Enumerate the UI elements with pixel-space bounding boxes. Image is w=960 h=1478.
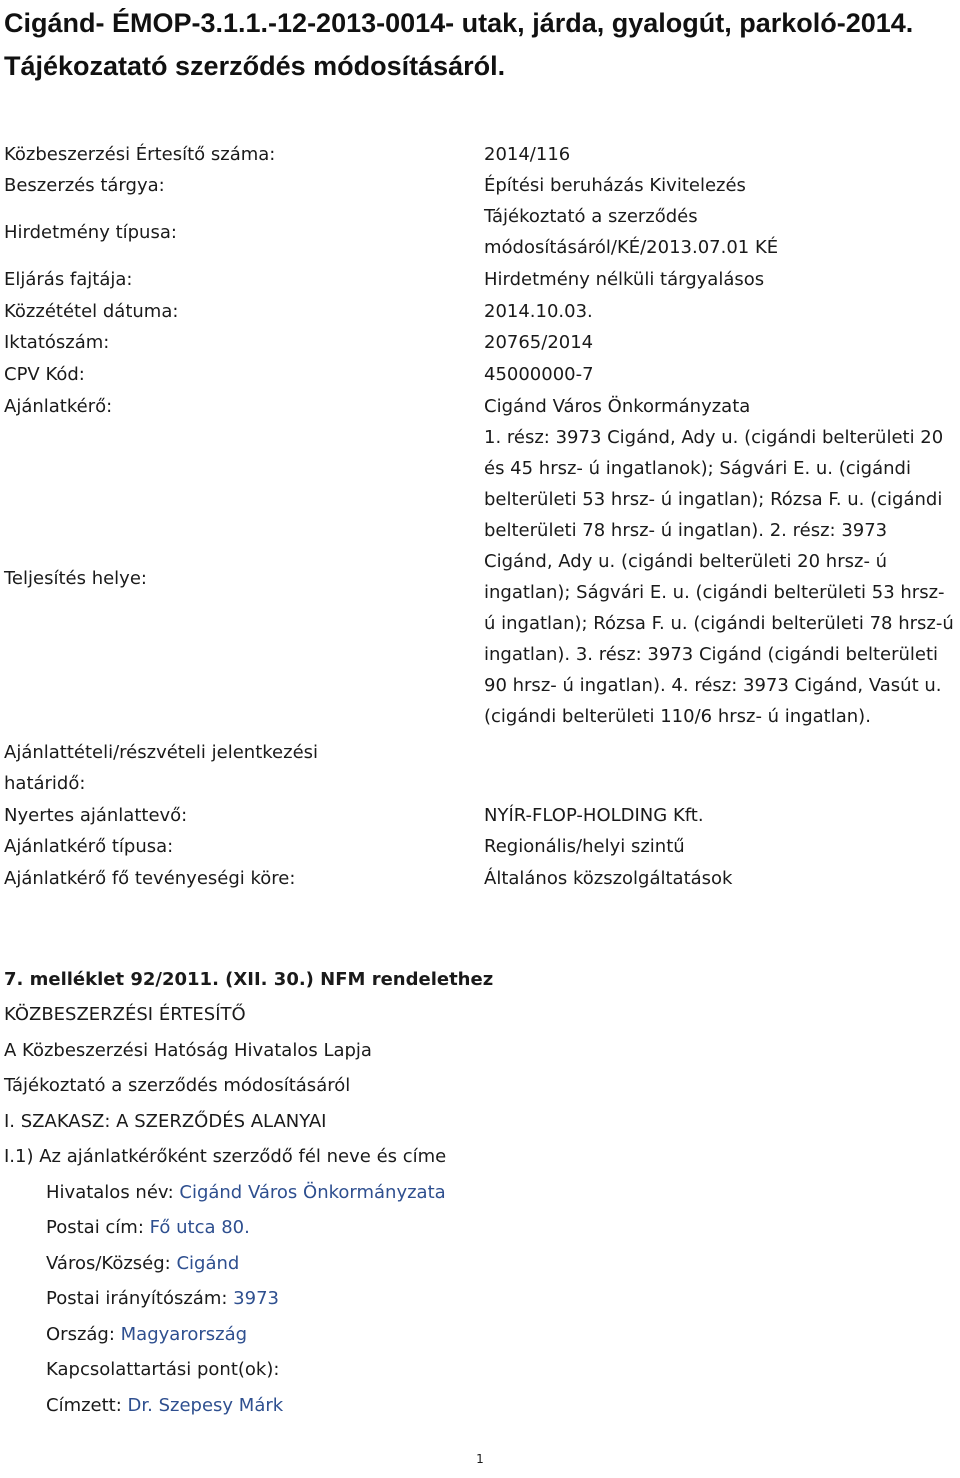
field-value: 2014.10.03. — [484, 301, 593, 322]
contact-row-postal-code — [46, 1281, 279, 1316]
field-label: Teljesítés helye: — [4, 568, 147, 589]
annex-reference: 7. melléklet 92/2011. (XII. 30.) NFM rendelethez — [4, 969, 494, 990]
contact-row-postal-address — [46, 1210, 250, 1245]
field-value: Cigánd Város Önkormányzata — [484, 396, 751, 417]
contact-label: Ország: — [46, 1324, 115, 1345]
page-title: Cigánd- ÉMOP-3.1.1.-12-2013-0014- utak, járda, gyalogút, parkoló-2014. Tájékozatató szerződés módosításáról. — [4, 8, 914, 81]
field-value: Építési beruházás Kivitelezés — [484, 175, 746, 196]
field-value: Általános közszolgáltatások — [484, 868, 733, 889]
contact-row-contact-points — [46, 1352, 279, 1387]
contact-label: Címzett: — [46, 1395, 122, 1416]
field-label: Iktatószám: — [4, 332, 110, 353]
field-label: Nyertes ajánlattevő: — [4, 805, 188, 826]
field-label: Ajánlatkérő fő tevényeségi köre: — [4, 868, 296, 889]
contact-label: Postai cím: — [46, 1217, 144, 1238]
contact-row-addressee — [46, 1388, 283, 1423]
field-label: Ajánlattételi/részvételi jelentkezési határidő: — [4, 742, 319, 794]
contact-value: Dr. Szepesy Márk — [127, 1395, 284, 1416]
field-value: 45000000-7 — [484, 364, 594, 385]
notice-title: Tájékoztató a szerződés módosításáról — [4, 1075, 351, 1096]
section-heading: I. SZAKASZ: A SZERZŐDÉS ALANYAI — [4, 1111, 327, 1132]
field-label: Közbeszerzési Értesítő száma: — [4, 144, 276, 165]
contact-label: Város/Község: — [46, 1253, 171, 1274]
field-value: Regionális/helyi szintű — [484, 836, 685, 857]
contact-value: Cigánd — [176, 1253, 240, 1274]
gazette-subtitle: A Közbeszerzési Hatóság Hivatalos Lapja — [4, 1040, 372, 1061]
subsection-heading: I.1) Az ajánlatkérőként szerződő fél neve és címe — [4, 1146, 447, 1167]
field-value: NYÍR-FLOP-HOLDING Kft. — [484, 805, 704, 826]
field-value: Hirdetmény nélküli tárgyalásos — [484, 269, 765, 290]
field-value: 1. rész: 3973 Cigánd, Ady u. (cigándi belterületi 20 és 45 hrsz- ú ingatlanok); Ságvári E. u. (cigándi belterületi 53 hrsz- ú ingatlan); Rózsa F. u. (cigándi belterületi 78 hrsz- ú ingatlan). 2. rész: 3973 Cigánd, Ady u. (cigándi belterületi 20 hrsz- ú ingatlan); Ságvári E. u. (cigándi belterületi 53 hrsz-ú ingatlan); Rózsa F. u. (cigándi belterületi 78 hrsz-ú ingatlan). 3. rész: 3973 Cigánd (cigándi belterületi 90 hrsz- ú ingatlan). 4. rész: 3973 Cigánd, Vasút u. (cigándi belterületi 110/6 hrsz- ú ingatlan). — [484, 427, 954, 727]
contact-value: Magyarország — [120, 1324, 248, 1345]
field-label: Eljárás fajtája: — [4, 269, 133, 290]
field-label: Beszerzés tárgya: — [4, 175, 165, 196]
field-label: Közzététel dátuma: — [4, 301, 179, 322]
contact-value: Cigánd Város Önkormányzata — [179, 1182, 446, 1203]
contact-label: Postai irányítószám: — [46, 1288, 228, 1309]
contact-row-official-name — [46, 1175, 446, 1210]
field-label: CPV Kód: — [4, 364, 85, 385]
contact-row-country — [46, 1317, 247, 1352]
contact-row-city — [46, 1246, 239, 1281]
page-number: 1 — [476, 1452, 484, 1466]
field-label: Ajánlatkérő: — [4, 396, 113, 417]
contact-label: Kapcsolattartási pont(ok): — [46, 1359, 280, 1380]
contact-label: Hivatalos név: — [46, 1182, 174, 1203]
field-value: 20765/2014 — [484, 332, 594, 353]
gazette-name: KÖZBESZERZÉSI ÉRTESÍTŐ — [4, 1004, 246, 1025]
field-value: 2014/116 — [484, 144, 571, 165]
field-label: Ajánlatkérő típusa: — [4, 836, 174, 857]
contact-value: Fő utca 80. — [149, 1217, 250, 1238]
field-label: Hirdetmény típusa: — [4, 222, 177, 243]
field-value: Tájékoztató a szerződés módosításáról/KÉ/2013.07.01 KÉ — [484, 206, 779, 258]
contact-value: 3973 — [233, 1288, 279, 1309]
